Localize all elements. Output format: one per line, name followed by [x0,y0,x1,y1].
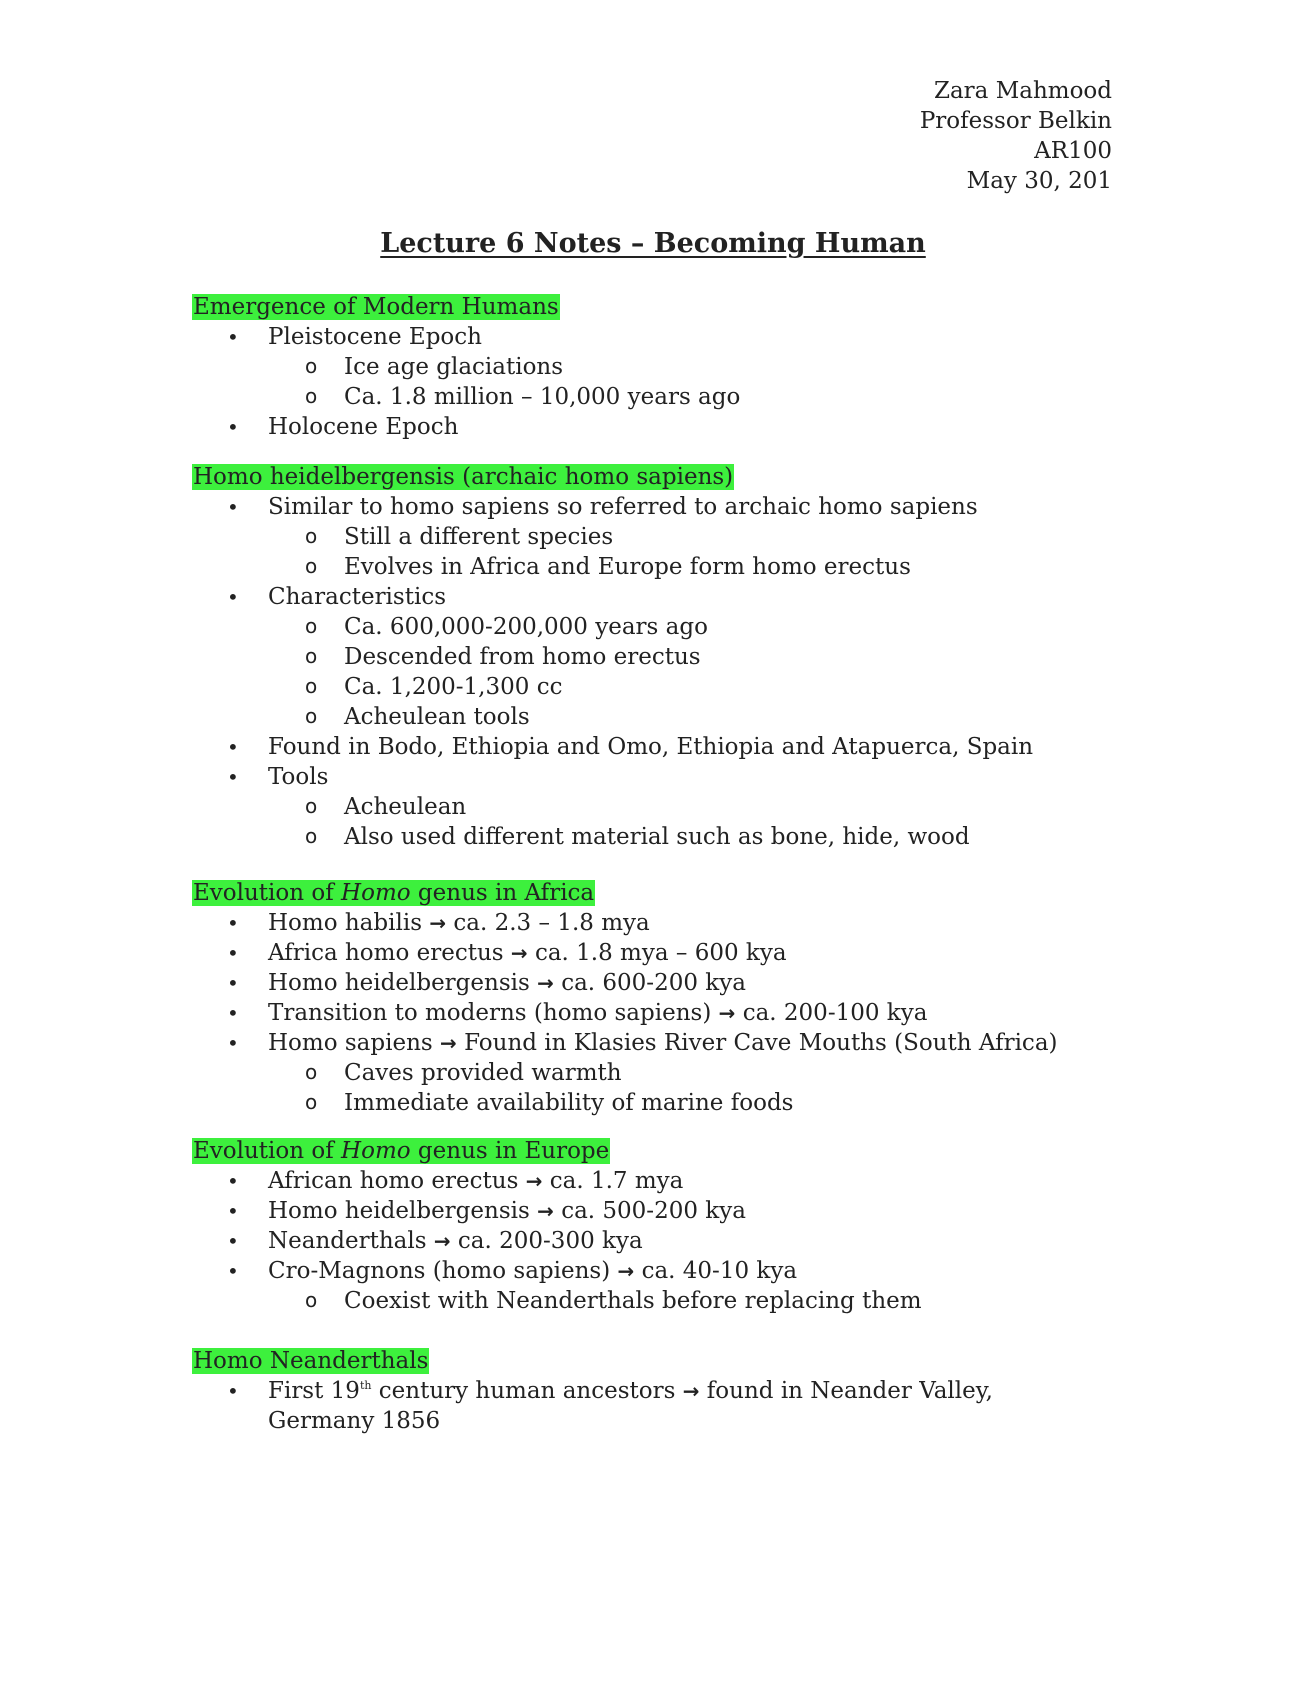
bullet-marker: • [227,1001,239,1025]
section-heading: Homo Neanderthals [193,1348,429,1374]
list-item: • Homo sapiens → Found in Klasies River Cave Mouths (South Africa) [227,1030,1058,1056]
sub-bullet-marker: o [305,354,318,378]
list-item: • Homo habilis → ca. 2.3 – 1.8 mya [227,910,650,936]
bullet-marker: • [227,1031,239,1055]
page-title: Lecture 6 Notes – Becoming Human [380,228,926,259]
list-subitem: o Ca. 1,200-1,300 cc [192,672,1132,702]
section-heading: Emergence of Modern Humans [193,294,559,320]
header-block [920,76,1112,196]
arrow-icon: → [525,1169,543,1193]
sub-bullet-marker: o [305,1090,318,1114]
professor-name: Professor Belkin [919,108,1112,134]
list-subitem: o Acheulean [192,792,1132,822]
arrow-icon: → [537,1199,554,1223]
date: May 30, 201 [966,168,1112,194]
list-item: • Holocene Epoch [227,414,459,440]
list-item: • African homo erectus → ca. 1.7 mya [227,1168,684,1194]
arrow-icon: → [433,1229,451,1253]
bullet-marker: • [227,735,239,759]
bullet-marker: • [227,911,239,935]
list-item: • Characteristics [227,584,447,610]
list-subitem: o Descended from homo erectus [192,642,1132,672]
section-heidelbergensis [192,462,1132,852]
sub-bullet-marker: o [305,524,318,548]
list-subitem: o Also used different material such as bone, hide, wood [192,822,1132,852]
section-africa [192,878,1132,1118]
list-item: • Pleistocene Epoch [227,324,482,350]
list-subitem: o Coexist with Neanderthals before replacing them [192,1286,1132,1316]
list-item: • Homo heidelbergensis → ca. 600-200 kya [227,970,746,996]
section-heading: Evolution of Homo genus in Africa [193,880,595,906]
arrow-icon: → [537,971,554,995]
course-code: AR100 [1034,138,1112,164]
arrow-icon: → [440,1031,457,1055]
section-heading: Homo heidelbergensis (archaic homo sapiens) [193,464,734,490]
arrow-icon: → [682,1379,700,1403]
bullet-marker: • [227,1169,239,1193]
bullet-marker: • [227,585,239,609]
sub-bullet-marker: o [305,384,318,408]
bullet-marker: • [227,1259,239,1283]
sub-bullet-marker: o [305,644,318,668]
section-heading: Evolution of Homo genus in Europe [193,1138,610,1164]
bullet-marker: • [227,415,239,439]
list-item: • Tools [227,764,329,790]
list-item: • Transition to moderns (homo sapiens) → ca. 200-100 kya [227,1000,928,1026]
sub-bullet-marker: o [305,554,318,578]
bullet-marker: • [227,971,239,995]
bullet-marker: • [227,1379,239,1403]
section-europe [192,1136,1132,1316]
list-subitem: o Ca. 600,000-200,000 years ago [192,612,1132,642]
bullet-marker: • [227,325,239,349]
list-subitem: o Evolves in Africa and Europe form homo erectus [192,552,1132,582]
sub-bullet-marker: o [305,824,318,848]
list-subitem: o Ca. 1.8 million – 10,000 years ago [192,382,1132,412]
list-item: • Homo heidelbergensis → ca. 500-200 kya [227,1198,746,1224]
list-item: • Cro-Magnons (homo sapiens) → ca. 40-10 kya [227,1258,798,1284]
author-name: Zara Mahmood [933,78,1112,104]
list-item: • Neanderthals → ca. 200-300 kya [227,1228,643,1254]
list-item: • Found in Bodo, Ethiopia and Omo, Ethiopia and Atapuerca, Spain [227,734,1034,760]
list-subitem: o Still a different species [192,522,1132,552]
list-subitem: o Caves provided warmth [192,1058,1132,1088]
bullet-marker: • [227,765,239,789]
sub-bullet-marker: o [305,1060,318,1084]
list-item: • Africa homo erectus → ca. 1.8 mya – 600 kya [227,940,787,966]
section-emergence [192,292,1132,442]
bullet-marker: • [227,1229,239,1253]
sub-bullet-marker: o [305,1288,318,1312]
list-subitem: o Ice age glaciations [192,352,1132,382]
list-subitem: o Acheulean tools [192,702,1132,732]
bullet-marker: • [227,1199,239,1223]
list-item: • First 19th century human ancestors → found in Neander Valley, Germany 1856 [227,1378,993,1434]
sub-bullet-marker: o [305,674,318,698]
bullet-marker: • [227,941,239,965]
list-subitem: o Immediate availability of marine foods [192,1088,1132,1118]
arrow-icon: → [617,1259,635,1283]
arrow-icon: → [718,1001,736,1025]
sub-bullet-marker: o [305,794,318,818]
arrow-icon: → [510,941,528,965]
bullet-marker: • [227,495,239,519]
section-neanderthals [192,1346,1132,1436]
arrow-icon: → [429,911,447,935]
sub-bullet-marker: o [305,614,318,638]
list-item: • Similar to homo sapiens so referred to archaic homo sapiens [227,494,978,520]
sub-bullet-marker: o [305,704,318,728]
